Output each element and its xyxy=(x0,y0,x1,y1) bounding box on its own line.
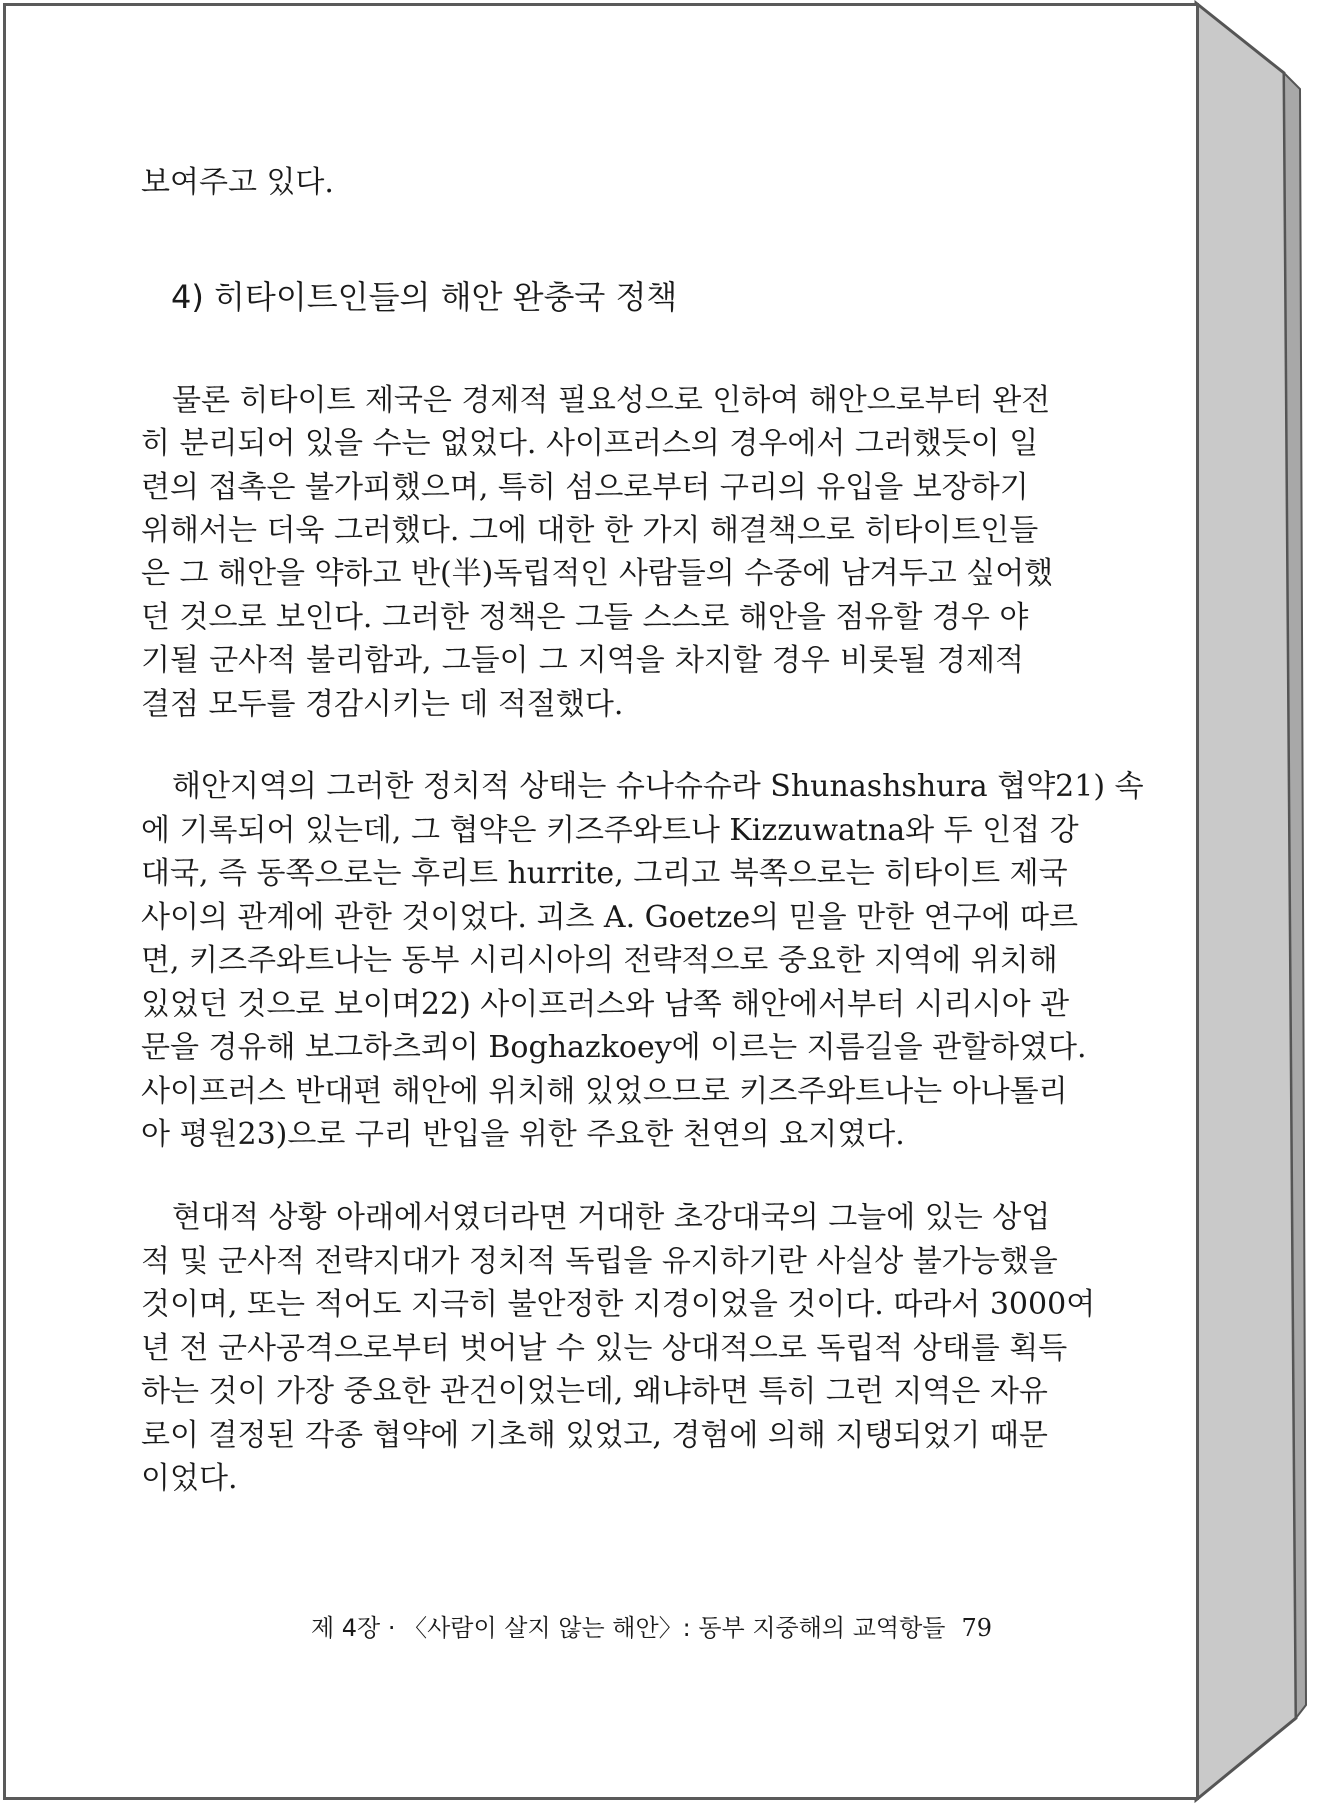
paragraph-line: 에 기록되어 있는데, 그 협약은 키즈주와트나 Kizzuwatna와 두 인접 강 xyxy=(141,813,1079,848)
book-edge-graphic xyxy=(1196,3,1326,1803)
paragraph-line: 사이의 관계에 관한 것이었다. 괴츠 A. Goetze의 믿을 만한 연구에 따르 xyxy=(141,900,1079,935)
book-page xyxy=(3,3,1199,1800)
paragraph-line: 히 분리되어 있을 수는 없었다. 사이프러스의 경우에서 그러했듯이 일 xyxy=(141,426,1039,461)
paragraph-line: 있었던 것으로 보이며22) 사이프러스와 남쪽 해안에서부터 시리시아 관 xyxy=(141,987,1070,1022)
paragraph-line: 해안지역의 그러한 정치적 상태는 슈나슈슈라 Shunashshura 협약21) 속 xyxy=(172,769,1144,804)
page-footer xyxy=(306,1610,992,1646)
paragraph-line: 대국, 즉 동쪽으로는 후리트 hurrite, 그리고 북쪽으로는 히타이트 제국 xyxy=(141,856,1068,891)
paragraph-line: 문을 경유해 보그하츠쾨이 Boghazkoey에 이르는 지름길을 관할하였다. xyxy=(141,1030,1087,1065)
paragraph-line: 사이프러스 반대편 해안에 위치해 있었으므로 키즈주와트나는 아나톨리 xyxy=(141,1074,1068,1109)
paragraph-line: 결점 모두를 경감시키는 데 적절했다. xyxy=(141,687,624,722)
running-title: 제 4장 · 〈사람이 살지 않는 해안〉: 동부 지중해의 교역항들 xyxy=(310,1614,946,1642)
paragraph-line: 적 및 군사적 전략지대가 정치적 독립을 유지하기란 사실상 불가능했을 xyxy=(141,1244,1058,1279)
paragraph-line: 이었다. xyxy=(141,1461,238,1496)
paragraph-line: 물론 히타이트 제국은 경제적 필요성으로 인하여 해안으로부터 완전 xyxy=(172,383,1051,418)
paragraph-line: 아 평원23)으로 구리 반입을 위한 주요한 천연의 요지였다. xyxy=(141,1117,905,1152)
section-heading: 4) 히타이트인들의 해안 완충국 정책 xyxy=(171,278,678,316)
paragraph-line: 현대적 상황 아래에서였더라면 거대한 초강대국의 그늘에 있는 상업 xyxy=(172,1200,1051,1235)
paragraph-line: 면, 키즈주와트나는 동부 시리시아의 전략적으로 중요한 지역에 위치해 xyxy=(141,943,1058,978)
paragraph-line: 던 것으로 보인다. 그러한 정책은 그들 스스로 해안을 점유할 경우 야 xyxy=(141,600,1029,635)
paragraph-line: 기될 군사적 불리함과, 그들이 그 지역을 차지할 경우 비롯될 경제적 xyxy=(141,643,1024,678)
paragraph-line: 로이 결정된 각종 협약에 기초해 있었고, 경험에 의해 지탱되었기 때문 xyxy=(141,1418,1048,1453)
paragraph-line: 은 그 해안을 약하고 반(半)독립적인 사람들의 수중에 남겨두고 싶어했 xyxy=(141,556,1054,591)
paragraph-line: 하는 것이 가장 중요한 관건이었는데, 왜냐하면 특히 그런 지역은 자유 xyxy=(141,1374,1048,1409)
paragraph-line: 련의 접촉은 불가피했으며, 특히 섬으로부터 구리의 유입을 보장하기 xyxy=(141,470,1029,505)
page-number: 79 xyxy=(961,1614,992,1642)
lead-line: 보여주고 있다. xyxy=(141,165,334,200)
paragraph-line: 위해서는 더욱 그러했다. 그에 대한 한 가지 해결책으로 히타이트인들 xyxy=(141,513,1039,548)
paragraph-line: 것이며, 또는 적어도 지극히 불안정한 지경이었을 것이다. 따라서 3000여 xyxy=(141,1287,1096,1322)
paragraph-line: 년 전 군사공격으로부터 벗어날 수 있는 상대적으로 독립적 상태를 획득 xyxy=(141,1331,1068,1366)
